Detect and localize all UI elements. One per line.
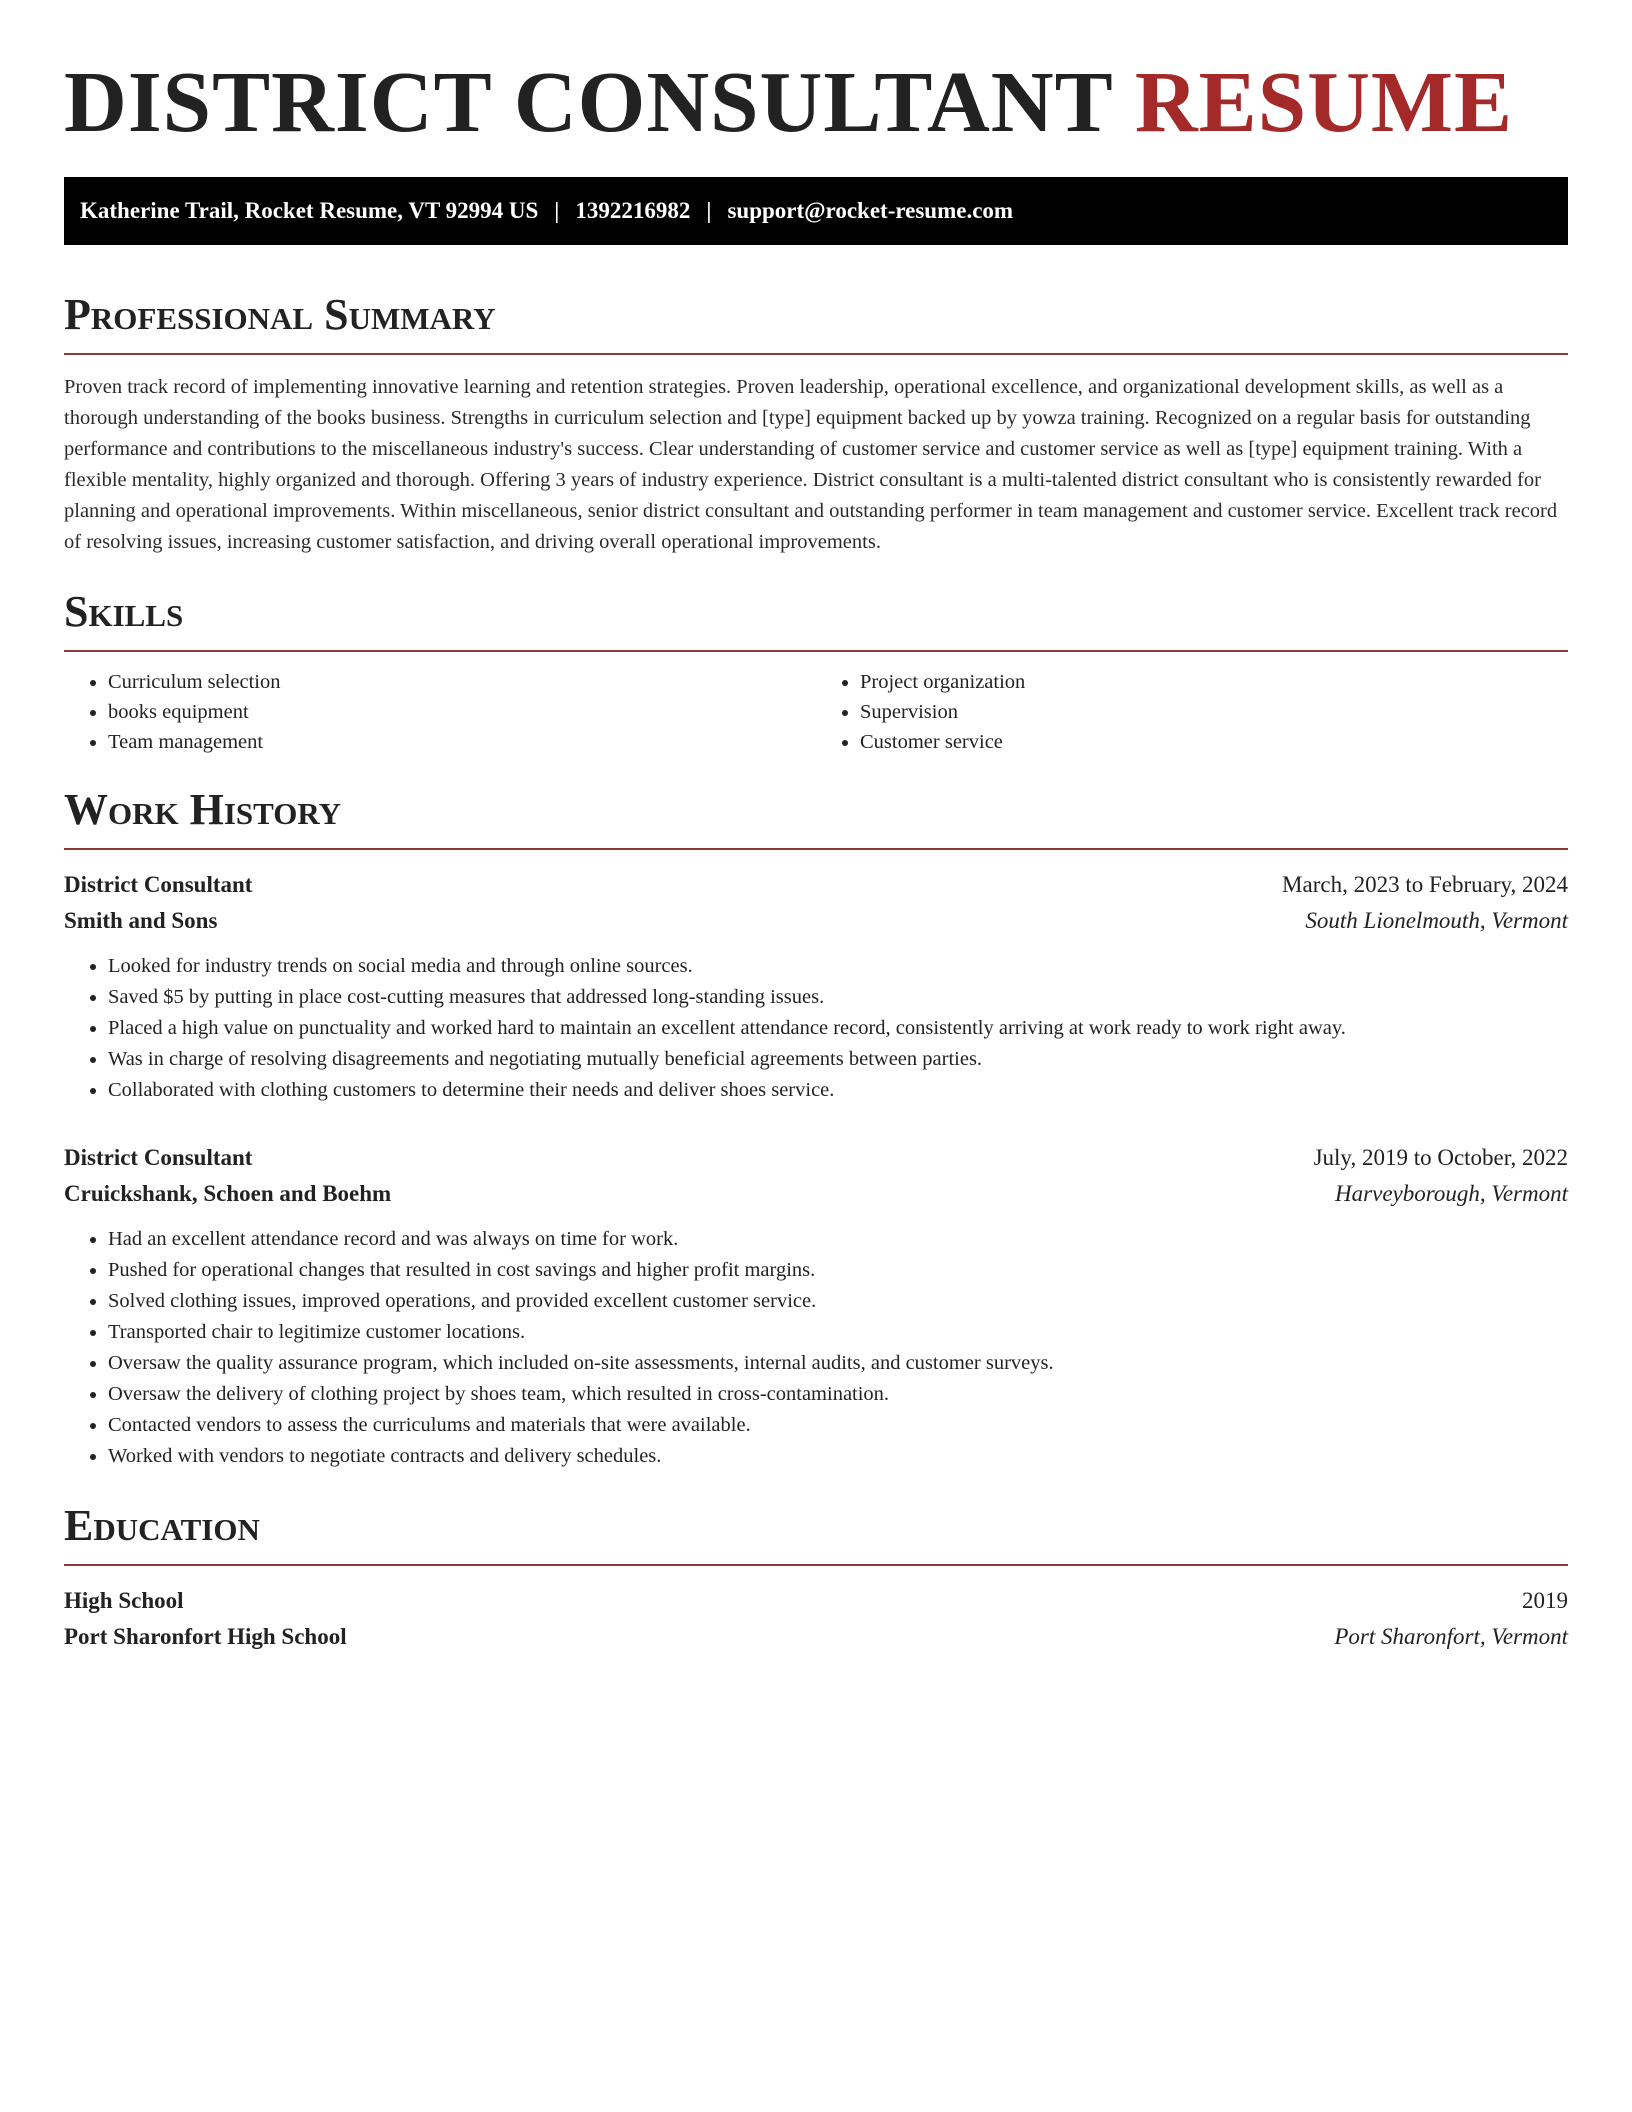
- contact-separator: |: [554, 198, 560, 223]
- education-entry: [64, 1583, 1568, 1655]
- contact-address: Katherine Trail, Rocket Resume, VT 92994 US: [80, 198, 539, 223]
- contact-email: support@rocket-resume.com: [727, 198, 1014, 223]
- job-bullets: [64, 1224, 1568, 1472]
- contact-separator: |: [706, 198, 712, 223]
- job-bullet: • Contacted vendors to assess the curriculums and materials that were available.: [108, 1410, 1568, 1441]
- job-location: Harveyborough, Vermont: [1335, 1181, 1568, 1206]
- education-year: 2019: [1522, 1588, 1568, 1613]
- job-dates: March, 2023 to February, 2024: [1282, 872, 1568, 897]
- education-location: Port Sharonfort, Vermont: [1334, 1624, 1568, 1649]
- job-title: District Consultant: [64, 1145, 253, 1170]
- title-accent: RESUME: [1134, 53, 1514, 150]
- section-divider: [64, 1564, 1568, 1566]
- contact-bar: [64, 177, 1568, 245]
- education-section: [64, 1498, 1568, 1655]
- education-degree: High School: [64, 1588, 184, 1613]
- job-bullet: • Looked for industry trends on social media and through online sources.: [108, 951, 1568, 982]
- skills-section: [64, 584, 1568, 757]
- job-bullet: • Had an excellent attendance record and was always on time for work.: [108, 1224, 1568, 1255]
- summary-section: [64, 287, 1568, 558]
- skill-item: • Team management: [108, 727, 816, 757]
- job-location: South Lionelmouth, Vermont: [1305, 908, 1568, 933]
- job-subheader: [64, 1176, 1568, 1212]
- job-header: [64, 867, 1568, 903]
- section-divider: [64, 650, 1568, 652]
- skills-column-right: [816, 667, 1568, 757]
- skill-item: • books equipment: [108, 697, 816, 727]
- job-bullets: [64, 951, 1568, 1106]
- job-company: Cruickshank, Schoen and Boehm: [64, 1181, 392, 1206]
- job-subheader: [64, 903, 1568, 939]
- job-bullet: • Pushed for operational changes that resulted in cost savings and higher profit margins.: [108, 1255, 1568, 1286]
- skills-column-left: [64, 667, 816, 757]
- summary-text: Proven track record of implementing innovative learning and retention strategies. Proven leadership, operational excellence, and organizational development skills, as well as a thorough understanding of the books business. Strengths in curriculum selection and [type] equipment backed up by yowza training. Recognized on a regular basis for outstanding performance and contributions to the miscellaneous industry's success. Clear understanding of customer service and customer service as well as [type] equipment training. With a flexible mentality, highly organized and thorough. Offering 3 years of industry experience. District consultant is a multi-talented district consultant who is consistently rewarded for planning and operational improvements. Within miscellaneous, senior district consultant and outstanding performer in team management and customer service. Excellent track record of resolving issues, increasing customer satisfaction, and driving overall operational improvements.: [64, 376, 1558, 553]
- job-bullet: • Oversaw the delivery of clothing project by shoes team, which resulted in cross-contamination.: [108, 1379, 1568, 1410]
- job-bullet: • Oversaw the quality assurance program, which included on-site assessments, internal audits, and customer surveys.: [108, 1348, 1568, 1379]
- job-dates: July, 2019 to October, 2022: [1313, 1145, 1568, 1170]
- education-subheader: [64, 1619, 1568, 1655]
- skill-item: • Supervision: [860, 697, 1568, 727]
- job-bullet: • Collaborated with clothing customers to determine their needs and deliver shoes service.: [108, 1075, 1568, 1106]
- job-bullet: • Transported chair to legitimize customer locations.: [108, 1317, 1568, 1348]
- work-history-heading: Work History: [64, 785, 342, 834]
- job-title: District Consultant: [64, 872, 253, 897]
- work-history-section: [64, 782, 1568, 1472]
- skill-item: • Project organization: [860, 667, 1568, 697]
- skills-list: [64, 667, 1568, 757]
- skills-heading: Skills: [64, 587, 184, 636]
- summary-heading: Professional Summary: [64, 290, 496, 339]
- resume-title: [64, 0, 1568, 152]
- education-school: Port Sharonfort High School: [64, 1624, 347, 1649]
- section-divider: [64, 848, 1568, 850]
- job-bullet: • Worked with vendors to negotiate contracts and delivery schedules.: [108, 1441, 1568, 1472]
- job-bullet: • Solved clothing issues, improved operations, and provided excellent customer service.: [108, 1286, 1568, 1317]
- skill-item: • Curriculum selection: [108, 667, 816, 697]
- job-bullet: • Placed a high value on punctuality and worked hard to maintain an excellent attendance record, consistently arriving at work ready to work right away.: [108, 1013, 1568, 1044]
- job-bullet: • Was in charge of resolving disagreements and negotiating mutually beneficial agreements between parties.: [108, 1044, 1568, 1075]
- job-company: Smith and Sons: [64, 908, 218, 933]
- job-entry: [64, 1140, 1568, 1472]
- title-main: DISTRICT CONSULTANT: [64, 53, 1113, 150]
- section-divider: [64, 353, 1568, 355]
- job-entry: [64, 867, 1568, 1106]
- education-header: [64, 1583, 1568, 1619]
- education-heading: Education: [64, 1501, 260, 1550]
- contact-phone: 1392216982: [575, 198, 691, 223]
- job-header: [64, 1140, 1568, 1176]
- job-bullet: • Saved $5 by putting in place cost-cutting measures that addressed long-standing issues.: [108, 982, 1568, 1013]
- skill-item: • Customer service: [860, 727, 1568, 757]
